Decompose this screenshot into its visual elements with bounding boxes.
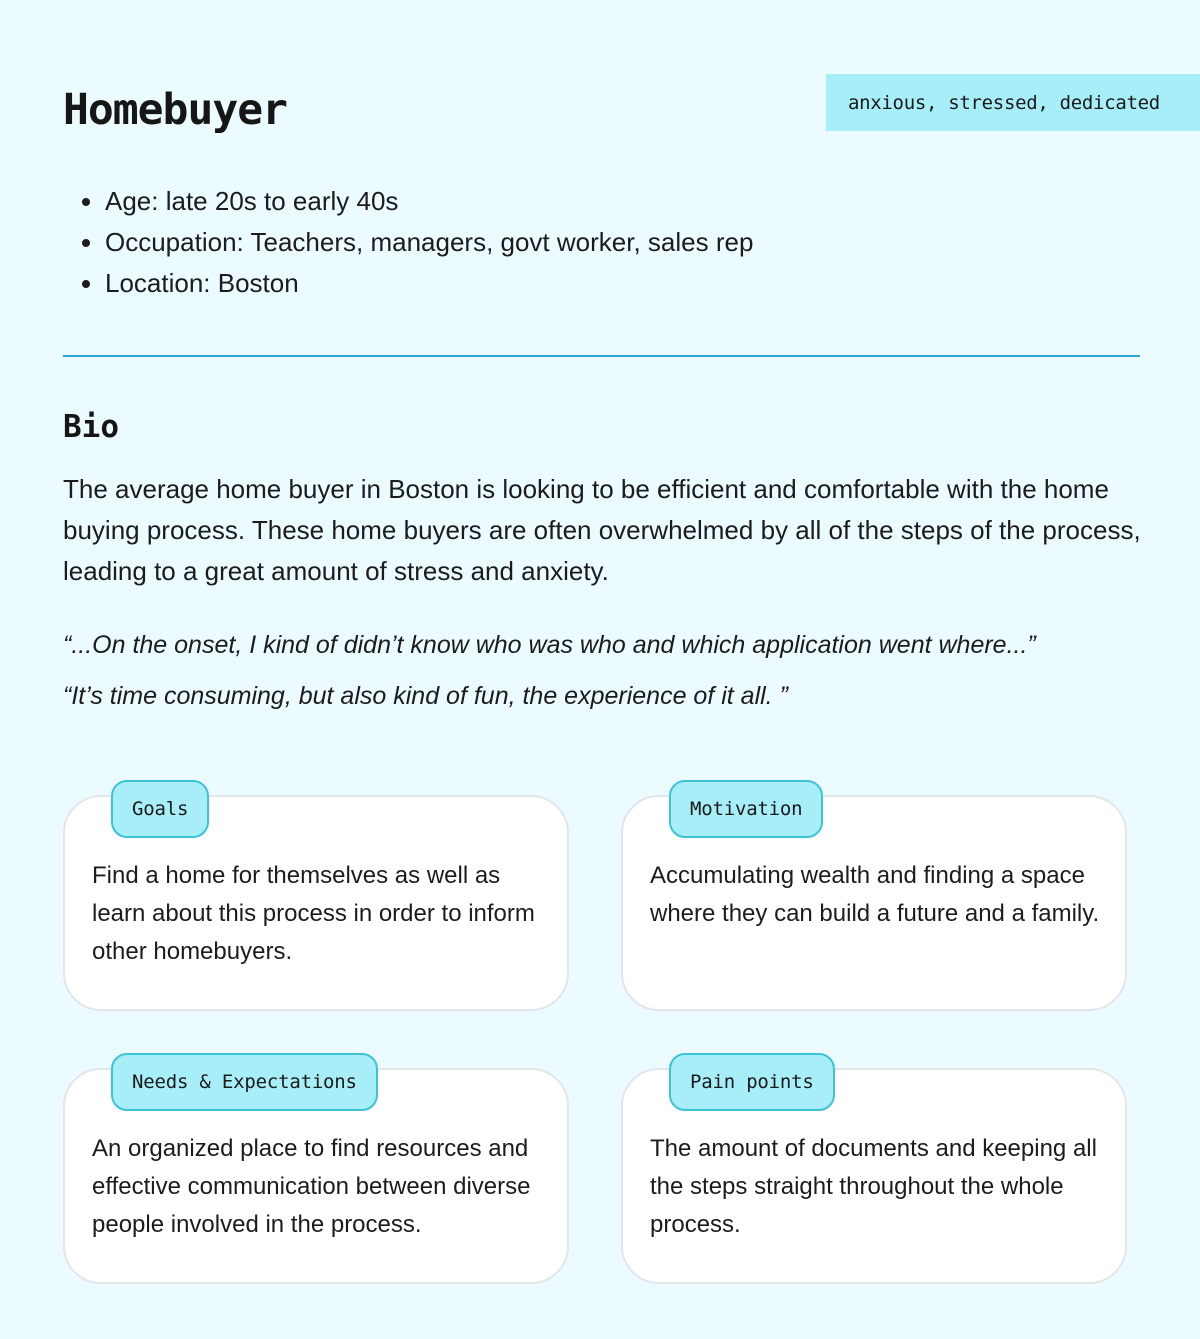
needs-tag: Needs & Expectations (111, 1053, 378, 1111)
bio-quote-1: “...On the onset, I kind of didn’t know who was who and which application went where...” (63, 631, 1036, 659)
pain-points-tag: Pain points (669, 1053, 835, 1111)
bio-heading: Bio (63, 409, 119, 445)
needs-text: An organized place to find resources and effective communication between diverse people involved in the process. (92, 1135, 531, 1238)
motivation-text: Accumulating wealth and finding a space where they can build a future and a family. (650, 862, 1100, 927)
goals-tag: Goals (111, 780, 209, 838)
persona-title: Homebuyer (63, 85, 287, 135)
section-divider (63, 355, 1140, 357)
demographics-list (63, 181, 753, 304)
goals-text: Find a home for themselves as well as learn about this process in order to inform other homebuyers. (92, 862, 535, 965)
bio-text: The average home buyer in Boston is looking to be efficient and comfortable with the home buying process. These home buyers are often overwhelmed by all of the steps of the process, leading to a great amount of stress and anxiety. (63, 474, 1141, 586)
motivation-tag: Motivation (669, 780, 823, 838)
demographic-age: • Age: late 20s to early 40s (105, 181, 753, 222)
goals-card (63, 795, 569, 1011)
needs-card (63, 1068, 569, 1284)
pain-points-text: The amount of documents and keeping all the steps straight throughout the whole process. (650, 1135, 1097, 1238)
persona-traits-badge: anxious, stressed, dedicated (826, 74, 1200, 131)
demographic-location: • Location: Boston (105, 263, 753, 304)
motivation-card (621, 795, 1127, 1011)
bio-quote-2: “It’s time consuming, but also kind of fun, the experience of it all. ” (63, 682, 788, 710)
pain-points-card (621, 1068, 1127, 1284)
demographic-occupation: • Occupation: Teachers, managers, govt worker, sales rep (105, 222, 753, 263)
